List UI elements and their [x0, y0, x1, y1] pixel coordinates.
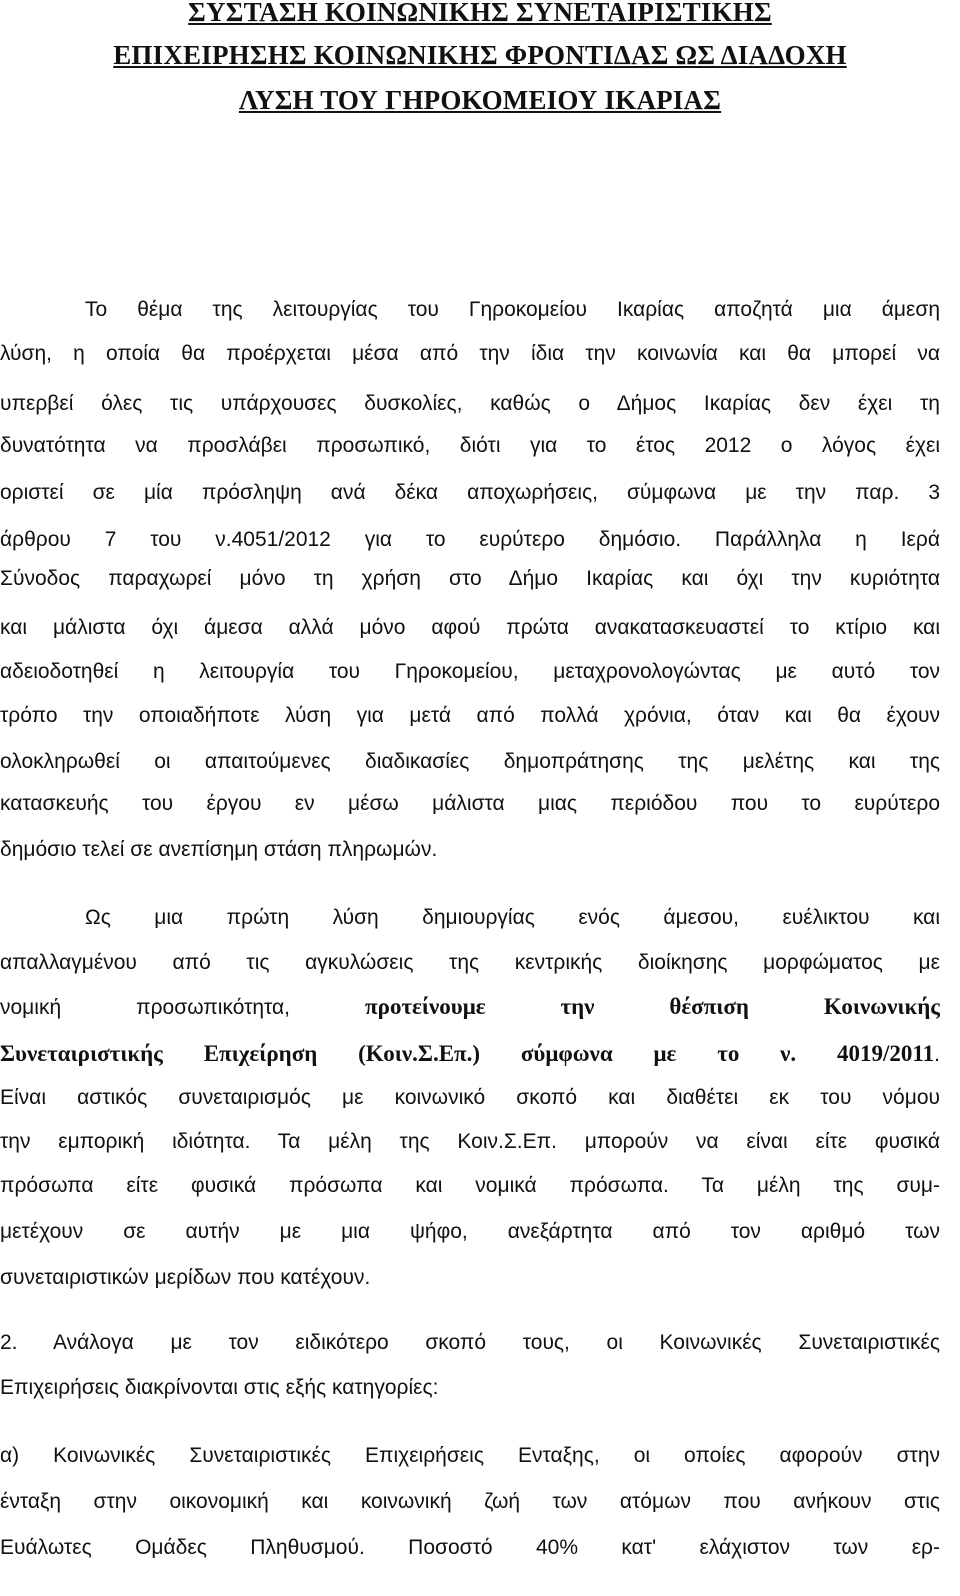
paragraph-line: ολοκληρωθεί οι απαιτούμενες διαδικασίες δημοπράτησης της μελέτης και της — [0, 750, 940, 773]
paragraph-line: την εμπορική ιδιότητα. Τα μέλη της Κοιν.Σ.Επ. μπορούν να είναι είτε φυσικά — [0, 1130, 940, 1153]
paragraph-line: Ως μια πρώτη λύση δημιουργίας ενός άμεσου, ευέλικτου και — [85, 906, 940, 929]
paragraph-line: δημόσιο τελεί σε ανεπίσημη στάση πληρωμών. — [0, 838, 438, 861]
title-line-3: ΛΥΣΗ ΤΟΥ ΓΗΡΟΚΟΜΕΙΟΥ ΙΚΑΡΙΑΣ — [238, 85, 722, 115]
paragraph-line: δυνατότητα να προσλάβει προσωπικό, διότι για το έτος 2012 ο λόγος έχει — [0, 434, 940, 457]
paragraph-line: Είναι αστικός συνεταιρισμός με κοινωνικό σκοπό και διαθέτει εκ του νόμου — [0, 1086, 940, 1109]
paragraph-line: Σύνοδος παραχωρεί μόνο τη χρήση στο Δήμο Ικαρίας και όχι την κυριότητα — [0, 567, 940, 590]
normal-text: νομική προσωπικότητα, — [0, 996, 291, 1019]
bold-text: Συνεταιριστικής Επιχείρηση (Κοιν.Σ.Επ.) σύμφωνα με το ν. 4019/2011 — [0, 1041, 935, 1066]
paragraph-line: άρθρου 7 του ν.4051/2012 για το ευρύτερο δημόσιο. Παράλληλα η Ιερά — [0, 528, 940, 551]
paragraph-line-mixed — [0, 980, 940, 1034]
normal-text: . — [934, 1043, 940, 1066]
paragraph-line: απαλλαγμένου από τις αγκυλώσεις της κεντρικής διοίκησης μορφώματος με — [0, 951, 940, 974]
paragraph-line: Το θέμα της λειτουργίας του Γηροκομείου Ικαρίας αποζητά μια άμεση — [85, 298, 940, 321]
paragraph-line: και μάλιστα όχι άμεσα αλλά μόνο αφού πρώτα ανακατασκευαστεί το κτίριο και — [0, 616, 940, 639]
paragraph-line: λύση, η οποία θα προέρχεται μέσα από την ίδια την κοινωνία και θα μπορεί να — [0, 342, 940, 365]
paragraph-line: τρόπο την οποιαδήποτε λύση για μετά από πολλά χρόνια, όταν και θα έχουν — [0, 704, 940, 727]
bold-text: προτείνουμε την θέσπιση Κοινωνικής — [365, 994, 940, 1019]
paragraph-line: ένταξη στην οικονομική και κοινωνική ζωή των ατόμων που ανήκουν στις — [0, 1490, 940, 1513]
paragraph-line: κατασκευής του έργου εν μέσω μάλιστα μιας περιόδου που το ευρύτερο — [0, 792, 940, 815]
paragraph-line: Επιχειρήσεις διακρίνονται στις εξής κατηγορίες: — [0, 1376, 439, 1399]
paragraph-line: οριστεί σε μία πρόσληψη ανά δέκα αποχωρήσεις, σύμφωνα με την παρ. 3 — [0, 481, 940, 504]
paragraph-line: υπερβεί όλες τις υπάρχουσες δυσκολίες, καθώς ο Δήμος Ικαρίας δεν έχει τη — [0, 392, 940, 415]
paragraph-line: Ευάλωτες Ομάδες Πληθυσμού. Ποσοστό 40% κατ' ελάχιστον των ερ- — [0, 1536, 940, 1559]
title-line-2: ΕΠΙΧΕΙΡΗΣΗΣ ΚΟΙΝΩΝΙΚΗΣ ΦΡΟΝΤΙΔΑΣ ΩΣ ΔΙΑΔΟΧΗ — [113, 40, 847, 70]
paragraph-line: πρόσωπα είτε φυσικά πρόσωπα και νομικά πρόσωπα. Τα μέλη της συμ- — [0, 1174, 940, 1197]
paragraph-line: α) Κοινωνικές Συνεταιριστικές Επιχειρήσεις Ενταξης, οι οποίες αφορούν στην — [0, 1444, 940, 1467]
paragraph-line: μετέχουν σε αυτήν με μια ψήφο, ανεξάρτητα από τον αριθμό των — [0, 1220, 940, 1243]
paragraph-line: 2. Ανάλογα με τον ειδικότερο σκοπό τους, οι Κοινωνικές Συνεταιριστικές — [0, 1331, 940, 1354]
paragraph-line: συνεταιριστικών μερίδων που κατέχουν. — [0, 1266, 371, 1289]
paragraph-line: αδειοδοτηθεί η λειτουργία του Γηροκομείου, μεταχρονολογώντας με αυτό τον — [0, 660, 940, 683]
title-line-1: ΣΥΣΤΑΣΗ ΚΟΙΝΩΝΙΚΗΣ ΣΥΝΕΤΑΙΡΙΣΤΙΚΗΣ — [188, 0, 772, 27]
